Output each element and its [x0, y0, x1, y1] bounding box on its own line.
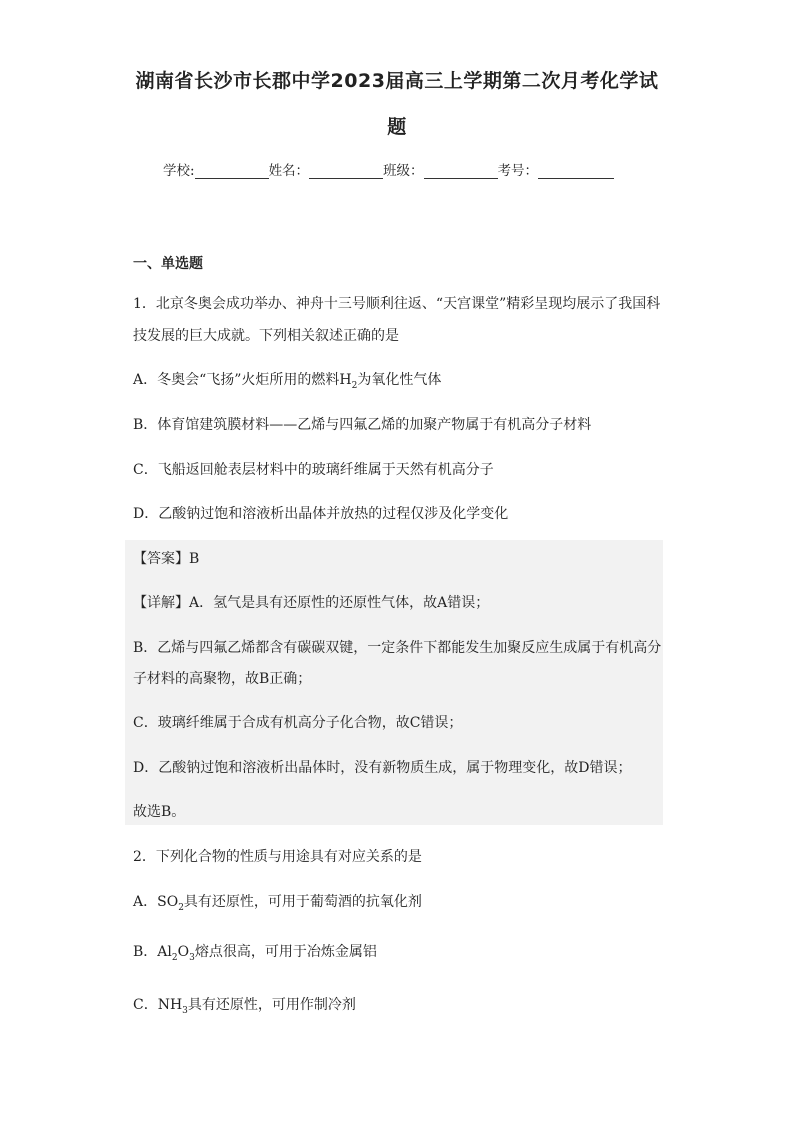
q1-option-b: B．体育馆建筑膜材料——乙烯与四氟乙烯的加聚产物属于有机高分子材料 — [133, 417, 592, 433]
conclusion-line: 故选B。 — [133, 804, 186, 820]
q2-option-c: C．$NH_3$具有还原性，可用作制冷剂 — [133, 997, 356, 1016]
school-blank[interactable] — [195, 164, 269, 179]
exam-title-line1: 湖南省长沙市长郡中学2023届高三上学期第二次月考化学试 — [135, 70, 659, 92]
class-blank[interactable] — [424, 164, 498, 179]
q2-option-a: A．$SO_2$具有还原性，可用于葡萄酒的抗氧化剂 — [133, 894, 422, 913]
name-label: 姓名： — [268, 163, 310, 179]
q1-option-c: C．飞船返回舱表层材料中的玻璃纤维属于天然有机高分子 — [133, 462, 494, 478]
number-label: 考号： — [497, 163, 539, 179]
detail-line-d: D．乙酸钠过饱和溶液析出晶体时，没有新物质生成，属于物理变化，故D错误； — [133, 760, 632, 776]
q1-stem-line1: 1．北京冬奥会成功举办、神舟十三号顺利往返、“天宫课堂”精彩呈现均展示了我国科 — [133, 296, 661, 312]
detail-line-b2: 子材料的高聚物，故B正确； — [133, 671, 312, 687]
name-blank[interactable] — [309, 164, 383, 179]
detail-line-c: C．玻璃纤维属于合成有机高分子化合物，故C错误； — [133, 715, 463, 731]
q1-option-a: A．冬奥会“飞扬”火炬所用的燃料$H_2$为氧化性气体 — [133, 372, 442, 391]
detail-line-b1: B．乙烯与四氟乙烯都含有碳碳双键，一定条件下都能发生加聚反应生成属于有机高分 — [133, 640, 662, 656]
school-label: 学校: — [163, 163, 195, 179]
q1-stem-line2: 技发展的巨大成就。下列相关叙述正确的是 — [133, 328, 399, 344]
class-label: 班级： — [383, 163, 424, 179]
exam-title-line2: 题 — [387, 116, 407, 138]
number-blank[interactable] — [538, 164, 614, 179]
answer-line: 【答案】B — [133, 551, 200, 567]
q1-option-d: D．乙酸钠过饱和溶液析出晶体并放热的过程仅涉及化学变化 — [133, 506, 509, 522]
student-info-row — [163, 159, 614, 179]
q2-option-b: B．$Al_2O_3$熔点很高，可用于冶炼金属铝 — [133, 944, 377, 963]
detail-line-a: 【详解】A．氢气是具有还原性的还原性气体，故A错误； — [133, 595, 490, 611]
q2-stem: 2．下列化合物的性质与用途具有对应关系的是 — [133, 849, 422, 865]
section-heading: 一、单选题 — [133, 256, 203, 272]
